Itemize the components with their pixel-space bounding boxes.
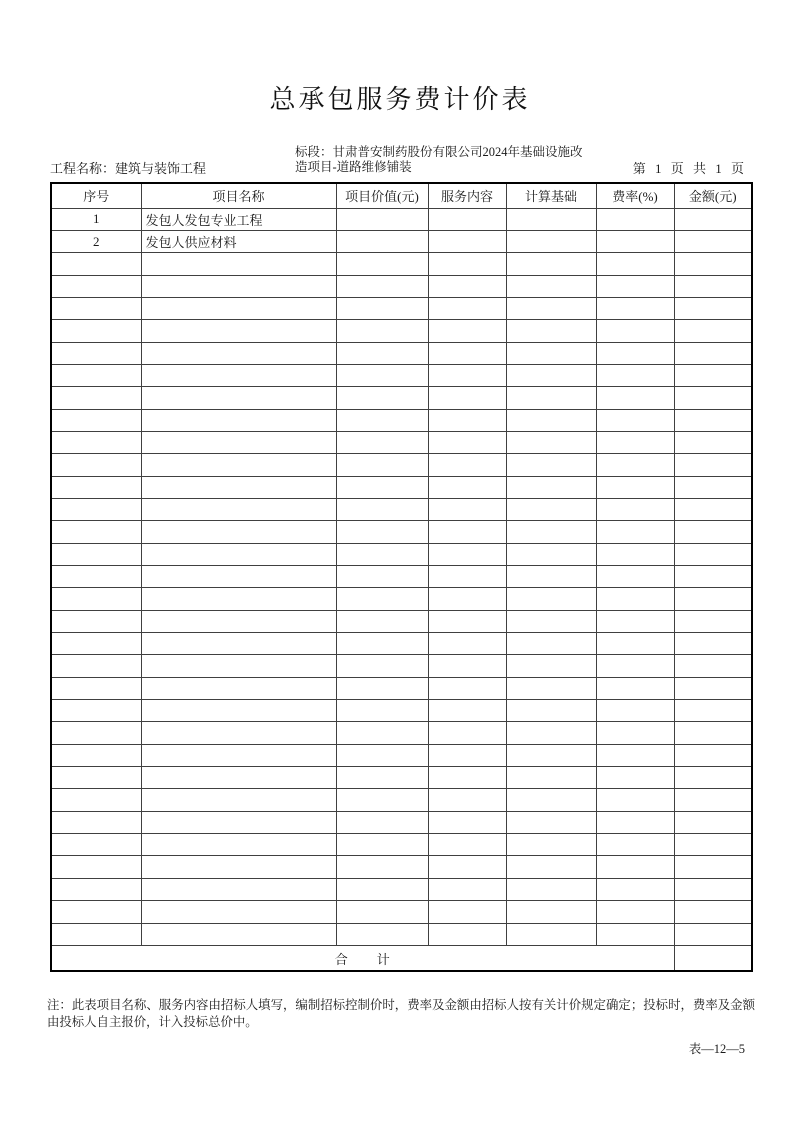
table-cell-name xyxy=(141,744,336,766)
table-row xyxy=(51,409,752,431)
table-cell-name xyxy=(141,901,336,923)
table-cell-amount xyxy=(674,878,752,900)
table-cell-no xyxy=(51,342,141,364)
table-cell-basis xyxy=(506,543,596,565)
table-cell-rate xyxy=(596,342,674,364)
table-row xyxy=(51,230,752,252)
table-cell-rate xyxy=(596,230,674,252)
table-row xyxy=(51,588,752,610)
table-cell-basis xyxy=(506,498,596,520)
column-header-no: 序号 xyxy=(51,183,141,208)
page-number: 第 1 页 共 1 页 xyxy=(632,161,744,176)
table-cell-rate xyxy=(596,722,674,744)
table-cell-basis xyxy=(506,811,596,833)
table-cell-no xyxy=(51,476,141,498)
table-cell-service xyxy=(428,878,506,900)
table-row xyxy=(51,811,752,833)
table-cell-value xyxy=(336,543,428,565)
total-amount-cell xyxy=(674,945,752,971)
table-cell-value xyxy=(336,811,428,833)
table-cell-name xyxy=(141,700,336,722)
table-cell-no xyxy=(51,811,141,833)
table-cell-service xyxy=(428,208,506,230)
table-cell-no xyxy=(51,431,141,453)
table-cell-basis xyxy=(506,767,596,789)
table-row xyxy=(51,767,752,789)
table-cell-basis xyxy=(506,610,596,632)
table-cell-name xyxy=(141,320,336,342)
table-cell-no xyxy=(51,901,141,923)
table-header-info xyxy=(0,144,800,182)
table-cell-name xyxy=(141,677,336,699)
table-cell-value xyxy=(336,789,428,811)
table-cell-value xyxy=(336,431,428,453)
table-cell-value xyxy=(336,610,428,632)
table-cell-no xyxy=(51,409,141,431)
table-cell-no xyxy=(51,498,141,520)
table-row xyxy=(51,431,752,453)
table-cell-amount xyxy=(674,655,752,677)
table-cell-no xyxy=(51,566,141,588)
table-cell-rate xyxy=(596,521,674,543)
table-cell-value xyxy=(336,767,428,789)
table-cell-basis xyxy=(506,275,596,297)
table-row xyxy=(51,387,752,409)
table-cell-basis xyxy=(506,409,596,431)
table-row xyxy=(51,498,752,520)
table-cell-value xyxy=(336,856,428,878)
table-row xyxy=(51,878,752,900)
table-cell-service xyxy=(428,566,506,588)
table-cell-rate xyxy=(596,677,674,699)
table-cell-value xyxy=(336,677,428,699)
table-cell-basis xyxy=(506,342,596,364)
table-cell-name xyxy=(141,543,336,565)
table-cell-value xyxy=(336,230,428,252)
table-cell-service xyxy=(428,655,506,677)
table-cell-service xyxy=(428,610,506,632)
table-cell-name xyxy=(141,454,336,476)
table-cell-name xyxy=(141,834,336,856)
table-cell-basis xyxy=(506,700,596,722)
table-cell-basis xyxy=(506,923,596,945)
table-cell-amount xyxy=(674,588,752,610)
table-row xyxy=(51,834,752,856)
table-row xyxy=(51,901,752,923)
table-footer xyxy=(51,945,752,971)
table-cell-value xyxy=(336,297,428,319)
table-row xyxy=(51,320,752,342)
table-cell-name xyxy=(141,811,336,833)
table-cell-value xyxy=(336,566,428,588)
table-cell-basis xyxy=(506,744,596,766)
table-cell-rate xyxy=(596,320,674,342)
table-row xyxy=(51,297,752,319)
table-cell-amount xyxy=(674,230,752,252)
table-cell-no xyxy=(51,610,141,632)
table-cell-no xyxy=(51,923,141,945)
table-cell-value xyxy=(336,253,428,275)
form-number: 表—12—5 xyxy=(688,1042,745,1056)
table-row xyxy=(51,521,752,543)
table-cell-rate xyxy=(596,543,674,565)
table-cell-value xyxy=(336,409,428,431)
table-cell-amount xyxy=(674,297,752,319)
table-row xyxy=(51,677,752,699)
table-cell-service xyxy=(428,834,506,856)
table-cell-name xyxy=(141,253,336,275)
table-row xyxy=(51,253,752,275)
table-cell-basis xyxy=(506,655,596,677)
table-cell-basis xyxy=(506,566,596,588)
table-cell-amount xyxy=(674,320,752,342)
table-cell-service xyxy=(428,521,506,543)
table-cell-no xyxy=(51,543,141,565)
table-cell-amount xyxy=(674,834,752,856)
table-cell-basis xyxy=(506,521,596,543)
table-cell-no xyxy=(51,454,141,476)
table-cell-service xyxy=(428,342,506,364)
table-cell-amount xyxy=(674,253,752,275)
table-cell-amount xyxy=(674,744,752,766)
table-cell-amount xyxy=(674,364,752,386)
table-cell-name xyxy=(141,633,336,655)
note-text: 注：此表项目名称、服务内容由招标人填写，编制招标控制价时，费率及金额由招标人按有关计价规定确定；投标时，费率及金额由投标人自主报价，计入投标总价中。 xyxy=(47,998,755,1029)
table-cell-rate xyxy=(596,834,674,856)
section-label: 标段：甘肃普安制药股份有限公司2024年基础设施改造项目-道路维修铺装 xyxy=(295,145,583,174)
table-cell-basis xyxy=(506,387,596,409)
table-cell-service xyxy=(428,588,506,610)
page-title: 总承包服务费计价表 xyxy=(269,85,531,114)
table-cell-amount xyxy=(674,543,752,565)
table-row xyxy=(51,856,752,878)
table-cell-rate xyxy=(596,364,674,386)
table-cell-service xyxy=(428,789,506,811)
table-cell-value xyxy=(336,342,428,364)
table-cell-no xyxy=(51,789,141,811)
table-cell-service xyxy=(428,722,506,744)
table-row xyxy=(51,543,752,565)
table-cell-amount xyxy=(674,789,752,811)
table-row xyxy=(51,744,752,766)
table-cell-basis xyxy=(506,901,596,923)
table-cell-amount xyxy=(674,633,752,655)
table-cell-basis xyxy=(506,789,596,811)
table-cell-value xyxy=(336,633,428,655)
table-cell-amount xyxy=(674,767,752,789)
table-cell-rate xyxy=(596,610,674,632)
table-cell-rate xyxy=(596,253,674,275)
table-cell-value xyxy=(336,923,428,945)
service-fee-table xyxy=(50,182,753,972)
table-cell-rate xyxy=(596,387,674,409)
table-cell-no xyxy=(51,521,141,543)
table-head xyxy=(51,183,752,208)
table-cell-name xyxy=(141,364,336,386)
table-cell-service xyxy=(428,454,506,476)
table-cell-rate xyxy=(596,811,674,833)
table-row xyxy=(51,342,752,364)
table-cell-value xyxy=(336,744,428,766)
table-cell-name xyxy=(141,722,336,744)
table-cell-no: 2 xyxy=(51,230,141,252)
table-cell-amount xyxy=(674,409,752,431)
table-row xyxy=(51,208,752,230)
table-cell-basis xyxy=(506,878,596,900)
table-cell-value xyxy=(336,588,428,610)
table-cell-service xyxy=(428,767,506,789)
table-cell-rate xyxy=(596,655,674,677)
table-cell-basis xyxy=(506,230,596,252)
table-cell-name xyxy=(141,275,336,297)
table-cell-service xyxy=(428,409,506,431)
table-cell-basis xyxy=(506,320,596,342)
table-cell-no xyxy=(51,856,141,878)
table-cell-rate xyxy=(596,744,674,766)
table-cell-value xyxy=(336,722,428,744)
table-cell-basis xyxy=(506,633,596,655)
table-cell-name xyxy=(141,923,336,945)
table-cell-amount xyxy=(674,208,752,230)
table-cell-rate xyxy=(596,767,674,789)
table-cell-service xyxy=(428,811,506,833)
table-cell-amount xyxy=(674,476,752,498)
table-cell-no xyxy=(51,275,141,297)
table-cell-basis xyxy=(506,208,596,230)
table-cell-no xyxy=(51,767,141,789)
table-cell-service xyxy=(428,364,506,386)
table-cell-amount xyxy=(674,387,752,409)
table-cell-rate xyxy=(596,566,674,588)
table-cell-name xyxy=(141,387,336,409)
table-cell-amount xyxy=(674,498,752,520)
table-cell-amount xyxy=(674,677,752,699)
column-header-name: 项目名称 xyxy=(141,183,336,208)
table-cell-name xyxy=(141,789,336,811)
table-cell-service xyxy=(428,633,506,655)
table-cell-amount xyxy=(674,811,752,833)
table-cell-basis xyxy=(506,722,596,744)
table-cell-service xyxy=(428,744,506,766)
table-cell-amount xyxy=(674,454,752,476)
table-cell-rate xyxy=(596,409,674,431)
table-cell-name xyxy=(141,521,336,543)
table-cell-name xyxy=(141,409,336,431)
column-header-service: 服务内容 xyxy=(428,183,506,208)
table-row xyxy=(51,364,752,386)
table-cell-rate xyxy=(596,498,674,520)
project-name-label: 工程名称：建筑与装饰工程 xyxy=(50,161,207,176)
table-cell-name xyxy=(141,566,336,588)
table-cell-name: 发包人供应材料 xyxy=(141,230,336,252)
table-cell-value xyxy=(336,387,428,409)
table-cell-rate xyxy=(596,454,674,476)
table-row xyxy=(51,476,752,498)
table-cell-value xyxy=(336,476,428,498)
table-cell-service xyxy=(428,297,506,319)
total-row xyxy=(51,945,752,971)
table-cell-amount xyxy=(674,342,752,364)
table-cell-amount xyxy=(674,856,752,878)
table-cell-no xyxy=(51,677,141,699)
table-cell-no xyxy=(51,588,141,610)
table-cell-basis xyxy=(506,856,596,878)
table-cell-no xyxy=(51,364,141,386)
table-row xyxy=(51,722,752,744)
column-header-basis: 计算基础 xyxy=(506,183,596,208)
table-cell-name xyxy=(141,297,336,319)
table-cell-name xyxy=(141,856,336,878)
table-cell-value xyxy=(336,878,428,900)
table-cell-value xyxy=(336,364,428,386)
table-cell-value xyxy=(336,700,428,722)
table-cell-service xyxy=(428,923,506,945)
table-cell-basis xyxy=(506,476,596,498)
table-cell-name xyxy=(141,878,336,900)
table-row xyxy=(51,633,752,655)
table-cell-basis xyxy=(506,297,596,319)
table-cell-no: 1 xyxy=(51,208,141,230)
table-row xyxy=(51,789,752,811)
table-cell-name xyxy=(141,767,336,789)
table-row xyxy=(51,454,752,476)
table-cell-service xyxy=(428,856,506,878)
table-cell-basis xyxy=(506,253,596,275)
table-cell-rate xyxy=(596,588,674,610)
table-cell-name: 发包人发包专业工程 xyxy=(141,208,336,230)
table-cell-value xyxy=(336,454,428,476)
table-cell-amount xyxy=(674,610,752,632)
table-cell-value xyxy=(336,320,428,342)
table-cell-service xyxy=(428,543,506,565)
table-cell-service xyxy=(428,700,506,722)
table-row xyxy=(51,655,752,677)
table-cell-value xyxy=(336,655,428,677)
table-cell-service xyxy=(428,230,506,252)
table-cell-no xyxy=(51,834,141,856)
table-cell-no xyxy=(51,633,141,655)
table-row xyxy=(51,566,752,588)
table-cell-amount xyxy=(674,722,752,744)
table-cell-basis xyxy=(506,454,596,476)
table-cell-basis xyxy=(506,588,596,610)
table-cell-basis xyxy=(506,364,596,386)
table-cell-name xyxy=(141,498,336,520)
table-cell-amount xyxy=(674,923,752,945)
table-cell-name xyxy=(141,476,336,498)
table-cell-basis xyxy=(506,677,596,699)
table-cell-no xyxy=(51,744,141,766)
table-cell-amount xyxy=(674,275,752,297)
table-cell-basis xyxy=(506,834,596,856)
table-cell-name xyxy=(141,431,336,453)
table-cell-amount xyxy=(674,700,752,722)
table-cell-value xyxy=(336,521,428,543)
table-cell-rate xyxy=(596,275,674,297)
table-cell-service xyxy=(428,275,506,297)
table-cell-no xyxy=(51,387,141,409)
table-cell-no xyxy=(51,297,141,319)
table-cell-no xyxy=(51,722,141,744)
table-cell-service xyxy=(428,387,506,409)
table-cell-no xyxy=(51,655,141,677)
table-cell-name xyxy=(141,588,336,610)
table-cell-no xyxy=(51,320,141,342)
table-row xyxy=(51,610,752,632)
table-cell-service xyxy=(428,498,506,520)
table-row xyxy=(51,700,752,722)
table-cell-service xyxy=(428,431,506,453)
table-cell-no xyxy=(51,700,141,722)
table-cell-amount xyxy=(674,901,752,923)
table-cell-rate xyxy=(596,633,674,655)
table-cell-value xyxy=(336,275,428,297)
table-cell-name xyxy=(141,655,336,677)
column-header-amount: 金额(元) xyxy=(674,183,752,208)
table-cell-rate xyxy=(596,856,674,878)
total-label: 合 计 xyxy=(51,945,674,971)
table-cell-service xyxy=(428,253,506,275)
table-body xyxy=(51,208,752,945)
table-cell-value xyxy=(336,901,428,923)
header-row xyxy=(51,183,752,208)
table-cell-rate xyxy=(596,901,674,923)
column-header-value: 项目价值(元) xyxy=(336,183,428,208)
table-cell-service xyxy=(428,677,506,699)
table-cell-no xyxy=(51,878,141,900)
table-cell-rate xyxy=(596,208,674,230)
table-cell-value xyxy=(336,498,428,520)
table-cell-amount xyxy=(674,566,752,588)
table-cell-service xyxy=(428,320,506,342)
table-row xyxy=(51,275,752,297)
table-cell-rate xyxy=(596,923,674,945)
table-cell-value xyxy=(336,834,428,856)
table-cell-basis xyxy=(506,431,596,453)
table-cell-no xyxy=(51,253,141,275)
table-cell-name xyxy=(141,610,336,632)
column-header-rate: 费率(%) xyxy=(596,183,674,208)
table-cell-name xyxy=(141,342,336,364)
table-cell-value xyxy=(336,208,428,230)
table-row xyxy=(51,923,752,945)
table-cell-rate xyxy=(596,878,674,900)
table-cell-rate xyxy=(596,431,674,453)
table-cell-rate xyxy=(596,476,674,498)
table-cell-amount xyxy=(674,431,752,453)
table-cell-rate xyxy=(596,700,674,722)
table-cell-service xyxy=(428,901,506,923)
table-cell-amount xyxy=(674,521,752,543)
table-cell-rate xyxy=(596,297,674,319)
table-cell-service xyxy=(428,476,506,498)
table-cell-rate xyxy=(596,789,674,811)
